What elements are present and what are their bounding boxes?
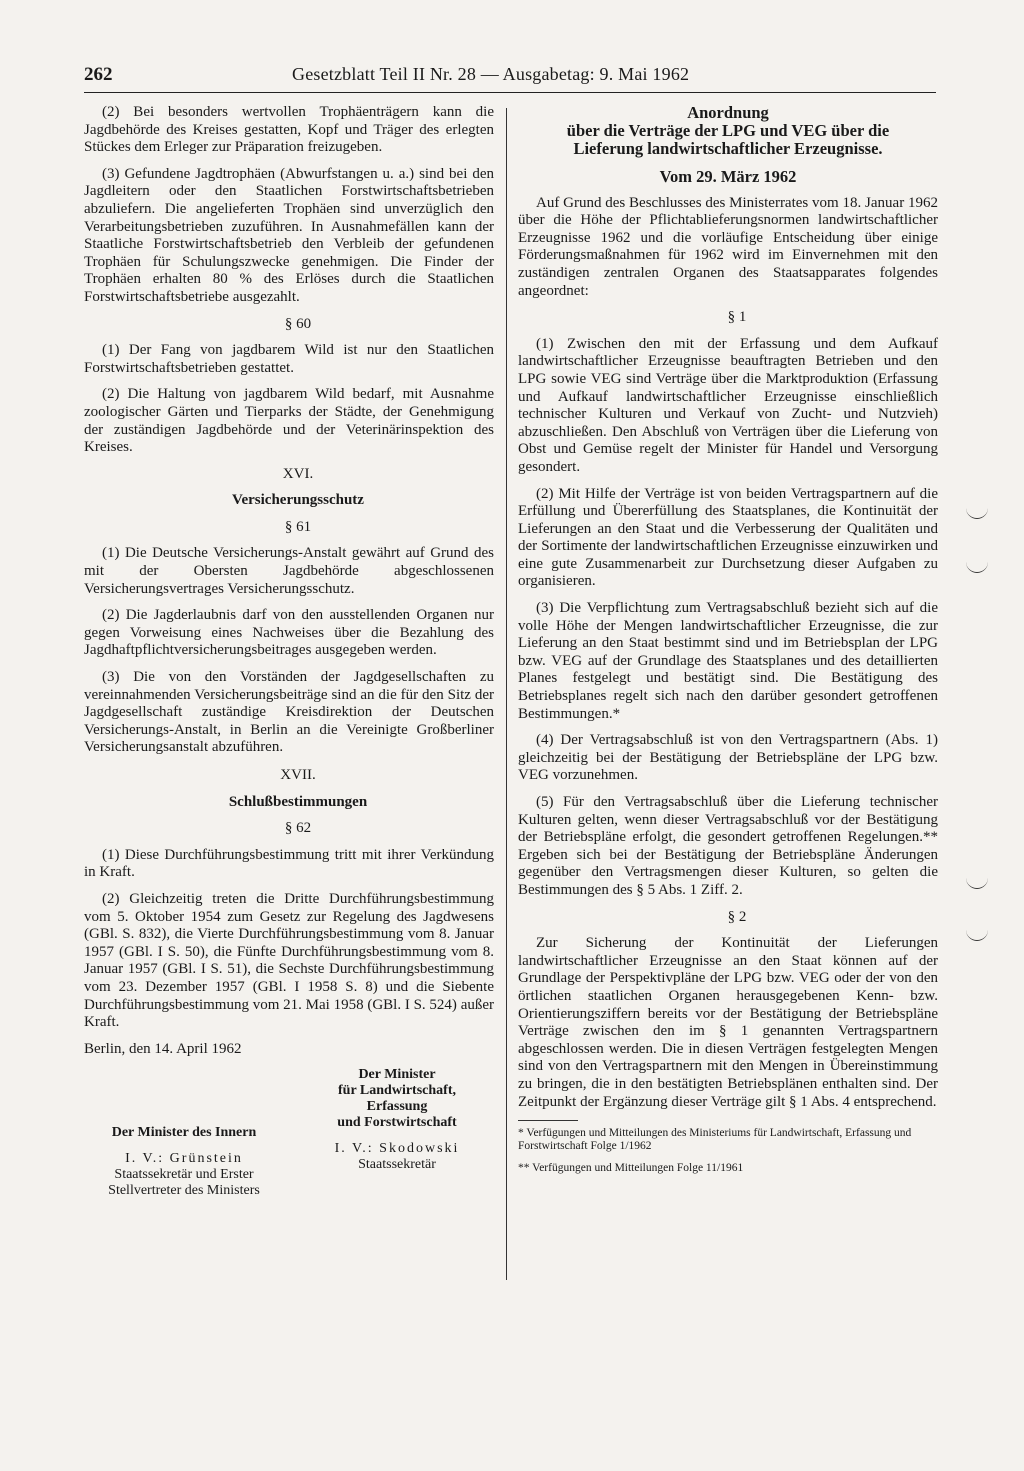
signatory-name: I. V.: Grünstein: [125, 1151, 243, 1167]
signatory-role: Erfassung: [366, 1099, 428, 1115]
ordinance-title: [518, 104, 938, 158]
part-xvi-number: XVI.: [282, 465, 314, 482]
left-column: [84, 104, 494, 1207]
part-xvii-number: XVII.: [280, 767, 316, 783]
paragraph-60-1: (1) Der Fang von jagdbarem Wild ist nur den Staatlichen Forstwirtschaftsbetrieben gestattet.: [84, 342, 494, 376]
column-divider: [506, 108, 507, 1280]
paragraph-1-3: (3) Die Verpflichtung zum Vertragsabschluß bezieht sich auf die volle Höhe der Mengen landwirtschaftlicher Erzeugnisse, die zur Lieferung an den Staat bestimmt sind und im Betriebsplan der LPG bzw. VEG auf der Grundlage des Staatsplanes und des detaillierten Planes festgelegt und bestätigt sind. Die Bestätigung des Betriebsplanes regelt sich nach den darüber gesondert getroffenen Bestimmungen.*: [518, 600, 938, 722]
signatory-role: Der Minister: [358, 1067, 436, 1083]
ordinance-date: Vom 29. März 1962: [659, 167, 797, 186]
signatory-title: Staatssekretär: [358, 1157, 436, 1173]
section-62-heading: § 62: [284, 820, 312, 837]
signatory-role: und Forstwirtschaft: [337, 1115, 457, 1131]
footnote-2: ** Verfügungen und Mitteilungen Folge 11/1961: [518, 1162, 744, 1175]
paragraph-1-1: (1) Zwischen den mit der Erfassung und dem Aufkauf landwirtschaftlicher Erzeugnisse beauftragten Betrieben und den LPG sowie VEG sind Verträge über die Marktproduktion (Erfassung und Aufkauf landwirtschaftlicher Erzeugnisse einschließlich technischer Kulturen und Verkauf von Zucht- und Nutzvieh) abzuschließen. Den Abschluß von Verträgen über die Lieferung von Obst und Gemüse regelt der Minister für Handel und Versorgung gesondert.: [518, 335, 938, 475]
footnote-rule: [518, 1120, 578, 1121]
paragraph-59-2: (2) Bei besonders wertvollen Trophäenträgern kann die Jagdbehörde des Kreises gestatten, Kopf und Träger des erlegten Stückes dem Erleger zur Präparation freizugeben.: [84, 104, 494, 156]
paragraph-59-3: (3) Gefundene Jagdtrophäen (Abwurfstangen u. a.) sind bei den Jagdleitern oder den Staatlichen Forstwirtschaftsbetrieben abzuliefern. Die angelieferten Trophäen sind unverzüglich den Verarbeitungsbetrieben zuzuführen. In Ausnahmefällen kann der Staatliche Forstwirtschaftsbetrieb den Verbleib der gefundenen Trophäen für Schulungszwecke genehmigen. Die Finder der Trophäen erhalten 80 % des Erlöses durch die Staatlichen Forstwirtschaftsbetriebe ausgezahlt.: [84, 165, 494, 305]
paragraph-1-4: (4) Der Vertragsabschluß ist von den Vertragspartnern (Abs. 1) gleichzeitig bei der Bestätigung der Betriebspläne der LPG bzw. VEG vorzunehmen.: [518, 732, 938, 784]
part-xvi-heading: Versicherungsschutz: [232, 492, 364, 509]
signatory-role: für Landwirtschaft,: [338, 1083, 456, 1099]
signatory-title: Staatssekretär und Erster: [114, 1167, 254, 1183]
ordinance-title-line: Anordnung: [687, 103, 769, 122]
part-xvii-heading: Schlußbestimmungen: [228, 793, 368, 810]
section-1-heading: § 1: [727, 309, 747, 326]
signature-interior-minister: [84, 1125, 284, 1199]
margin-mark: [966, 930, 988, 941]
paragraph-61-1: (1) Die Deutsche Versicherungs-Anstalt gewährt auf Grund des mit der Obersten Jagdbehörde abgeschlossenen Versicherungsvertrages Versicherungsschutz.: [84, 545, 494, 597]
page-number: 262: [84, 64, 113, 85]
paragraph-1-5: (5) Für den Vertragsabschluß über die Lieferung technischer Kulturen gelten, wenn dieser Vertragsabschluß vor der Bestätigung der Betriebspläne erfolgt, die gesondert getroffenen Regelungen.** Ergeben sich bei der Bestätigung der Betriebspläne Änderungen gegenüber den Vertragsmengen dieser Kulturen, so gelten die Bestimmungen des § 5 Abs. 1 Ziff. 2.: [518, 794, 938, 898]
paragraph-62-1: (1) Diese Durchführungsbestimmung tritt mit ihrer Verkündung in Kraft.: [84, 846, 494, 881]
section-2-heading: § 2: [727, 908, 747, 925]
paragraph-61-2: (2) Die Jagderlaubnis darf von den ausstellenden Organen nur gegen Vorweisung eines Nachweises über die Bezahlung des Jagdhaftpflichtversicherungsbeitrages ausgegeben werden.: [84, 607, 494, 659]
margin-mark: [966, 562, 988, 573]
paragraph-1-2: (2) Mit Hilfe der Verträge ist von beiden Vertragspartnern auf die Erfüllung und Übererfüllung des Staatsplanes, die Kontinuität der Lieferungen an den Staat und die Verbesserung der Qualitäten und der Sortimente der landwirtschaftlichen Erzeugnisse einzuwirken und eine gute Zusammenarbeit zur Durchsetzung dieser Aufgaben zu organisieren.: [518, 485, 938, 590]
section-61-heading: § 61: [284, 518, 312, 535]
gazette-title: Gesetzblatt Teil II Nr. 28 — Ausgabetag: 9. Mai 1962: [292, 64, 690, 84]
place-and-date: Berlin, den 14. April 1962: [84, 1040, 242, 1057]
signatory-name: I. V.: Skodowski: [334, 1141, 460, 1157]
section-60-heading: § 60: [284, 315, 312, 332]
page-header: [84, 64, 936, 93]
ordinance-preamble: Auf Grund des Beschlusses des Ministerrates vom 18. Januar 1962 über die Höhe der Pflichtablieferungsnormen landwirtschaftlicher Erzeugnisse 1962 und die vorläufige Entscheidung über einige Förderungsmaßnahmen für 1962 wird im Einvernehmen mit den zuständigen zentralen Organen des Staatsapparates folgendes angeordnet:: [518, 194, 938, 299]
signatory-role: Der Minister des Innern: [111, 1125, 257, 1141]
ordinance-title-line: Lieferung landwirtschaftlicher Erzeugnisse.: [573, 139, 883, 158]
footnote-1: * Verfügungen und Mitteilungen des Ministeriums für Landwirtschaft, Erfassung und Forstwirtschaft Folge 1/1962: [518, 1127, 912, 1153]
signatory-title: Stellvertreter des Ministers: [108, 1183, 260, 1199]
right-column: [518, 104, 938, 1184]
paragraph-60-2: (2) Die Haltung von jagdbarem Wild bedarf, mit Ausnahme zoologischer Gärten und Tierparks der Städte, der Genehmigung der zuständigen Jagdbehörde und der Veterinärinspektion des Kreises.: [84, 386, 494, 456]
margin-mark: [966, 508, 988, 519]
signature-block: [84, 1067, 494, 1207]
margin-mark: [966, 878, 988, 889]
paragraph-2: Zur Sicherung der Kontinuität der Lieferungen landwirtschaftlicher Erzeugnisse an den Staat können auf der Grundlage der Perspektivpläne der LPG bzw. VEG oder der von den örtlichen staatlichen Organen herausgegebenen Kenn- bzw. Orientierungsziffern bereits vor der Bestätigung der Betriebspläne Verträge zwischen den im § 1 genannten Vertragspartnern abgeschlossen werden. Die in diesen Verträgen festgelegten Mengen sind von den Vertragspartnern mit den Mengen in Übereinstimmung zu bringen, die in den bestätigten Betriebsplänen enthalten sind. Der Zeitpunkt der Ergänzung dieser Verträge gilt § 1 Abs. 4 entsprechend.: [518, 935, 938, 1110]
ordinance-title-line: über die Verträge der LPG und VEG über die: [566, 121, 890, 140]
signature-agriculture-minister: [302, 1067, 492, 1173]
paragraph-61-3: (3) Die von den Vorständen der Jagdgesellschaften zu vereinnahmenden Versicherungsbeiträge sind an die für den Sitz der Jagdgesellschaft zuständige Kreisdirektion der Deutschen Versicherungs-Anstalt, in Berlin an die Vereinigte Großberliner Versicherungsanstalt abzuführen.: [84, 669, 494, 756]
paragraph-62-2: (2) Gleichzeitig treten die Dritte Durchführungsbestimmung vom 5. Oktober 1954 zum Gesetz zur Regelung des Jagdwesens (GBl. S. 832), die Vierte Durchführungsbestimmung vom 8. Januar 1957 (GBl. I S. 50), die Fünfte Durchführungsbestimmung vom 8. Januar 1957 (GBl. I S. 51), die Sechste Durchführungsbestimmung vom 23. Dezember 1957 (GBl. I 1958 S. 8) und die Siebente Durchführungsbestimmung vom 21. Mai 1958 (GBl. I S. 524) außer Kraft.: [84, 890, 494, 1031]
